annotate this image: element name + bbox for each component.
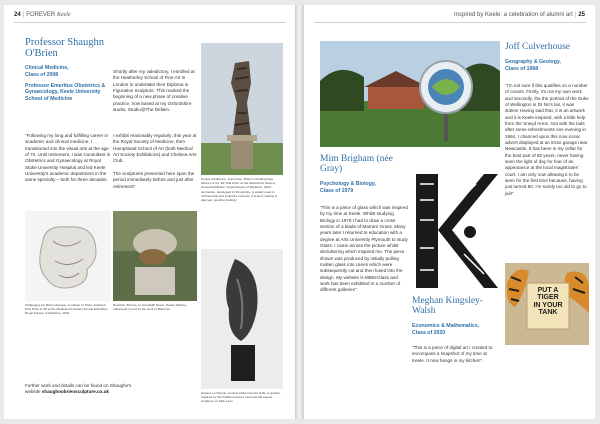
stacked-sculpture-photo <box>201 43 283 175</box>
meghan-quote: "This is a piece of digital art I created to encompass a snapshot of my time at Keele. It now hangs in my kitchen". <box>412 345 493 363</box>
keele-digital-art <box>412 170 500 292</box>
profile-para-3: I exhibit reasonably regularly; this year at the Royal Society of Medicine, then Hampstead School of Art (both Medical Art Society Exhibitions) and Chelsea Arts Club. <box>113 133 197 164</box>
mim-subtitle: Psychology & Biology, Class of 1979 <box>320 181 376 194</box>
spine-gutter <box>295 5 304 419</box>
profile-para-2: Shortly after my valedictory, I enrolled at the Heatherley School of Fine Art in London to undertake their Diploma in Figurative Sculpture. This marked the beginning of a new phase of creative practice, now based at my Oxfordshire studio, Studio@The Dellam. <box>113 69 195 112</box>
website-link[interactable]: shaughnobriensculpture.co.uk <box>41 389 109 395</box>
page-number: 25 <box>578 12 585 18</box>
plaster-sculpture-photo <box>25 211 111 301</box>
right-folio: Inspired by Keele: a celebration of alumni art | 25 <box>454 12 585 18</box>
mim-quote: "This is a piece of glass which was inspired by my time at Keele. Whilst studying Biology in 1975 I had to draw a cross section of a blade of Marram Grass. Many years later I returned to education with a degree at Arts University Plymouth to study Glass. I came across the picture whilst decluttering which inspired me. The piece shown was produced by initially pulling molten glass into canes which were subsequently cut and then fused into the design. My website is MBM-Glass and work has been exhibited in a number of different galleries". <box>320 205 408 293</box>
caption-sculpture-2: Reaction: Bronze on Grindelith Stone, Hearts Wardey. Influenced in part by the work of Brancusi. <box>113 303 187 312</box>
left-page <box>4 5 295 419</box>
joff-name: Joff Culverhouse <box>505 42 570 52</box>
meghan-name: Meghan Kingsley-Walsh <box>412 296 483 316</box>
bronze-on-stone-photo <box>113 211 197 301</box>
profile-name: Professor Shaughn O'Brien <box>25 37 105 60</box>
profile-subtitle: Clinical Medicine, Class of 2008 Professor Emeritus Obstetrics & Gynaecology, Keele University School of Medicine <box>25 65 106 102</box>
caption-sculpture-4: Espace en Paroile. Limited edition bronze (1/9) on granite. Inspired by Nic Fiddian-Green's monumental equine sculpture on Park Lane. <box>201 391 281 404</box>
left-folio: 24 | FOREVER Keele <box>14 12 71 18</box>
page-number: 24 <box>14 12 21 18</box>
tiger-sign-text: PUT A TIGER IN YOUR TANK <box>533 287 563 317</box>
header-rule <box>14 22 286 23</box>
joff-subtitle: Geography & Geology, Class of 1968 <box>505 59 561 72</box>
caption-sculpture-3: People Resilience. Jesmonite. 150cm including base. Winner of the 'Eli Thal Prize' at the Medical Art Society Annual Exhibition, Royal Society of Medicine, 2024. Jesmonite, developed in Shropshire, is widely used in architectural and sculpture contexts. A bronze casting is planned, pending funding! <box>201 177 278 202</box>
profile-quote: "Following my long and fulfilling career in academic and clinical medicine, I transitioned into the visual arts at the age of 70. Until retirement, I was Consultant in Obstetrics and Gynaecology at Royal Stoke University Hospital and led Keele University's academic department in the same specialty – both for three decades. <box>25 133 111 183</box>
caption-sculpture-1: Challenges for Marc Liberique, in plaster of Paris. Awarded First Prize in 3D at the Medical Art Society Annual Exhibition, Royal Society of Medicine, 2022 <box>25 303 109 316</box>
house-glass-panel-photo <box>320 41 500 147</box>
publication-title: Inspired by Keele: a celebration of alumni art <box>454 12 573 18</box>
horse-head-bronze-photo <box>201 249 283 389</box>
website-footer: Further work and details can be found on Shaughn's website shaughnobriensculpture.co.uk <box>25 383 132 395</box>
mim-name: Mim Brigham (née Gray) <box>320 154 393 174</box>
publication-suffix: Keele <box>56 12 71 18</box>
header-rule <box>314 22 586 23</box>
publication-name: FOREVER <box>26 12 56 18</box>
profile-para-4: The sculptures presented here span the period immediately before and just after retirement". <box>113 171 195 189</box>
tiger-sign-photo <box>505 263 589 345</box>
meghan-subtitle: Economics & Mathematics, Class of 2020 <box>412 323 480 336</box>
right-page <box>304 5 595 419</box>
joff-quote: "I'm not sure if this qualifies on a number of counts. Firstly, it's not my own work and secondly, the the portrait of the Duke of Wellington in Dr No's lair, it was stolen! Having said that, it is an artwork and it is Keele-inspired, with a little help from the Sneyd Arms. Out with the lads after some refreshments one evening in 1964, I chanced upon this now iconic advert displayed at an Esso garage near Newcastle. It has been in my cellar for the best part of 60 years, never having seen the light of day for fear of an appearance at the local magistrates' court. I am only now allowing it to be seen for the first time because, having just turned 80, I'm surely too old to go to jail!" <box>505 83 589 196</box>
